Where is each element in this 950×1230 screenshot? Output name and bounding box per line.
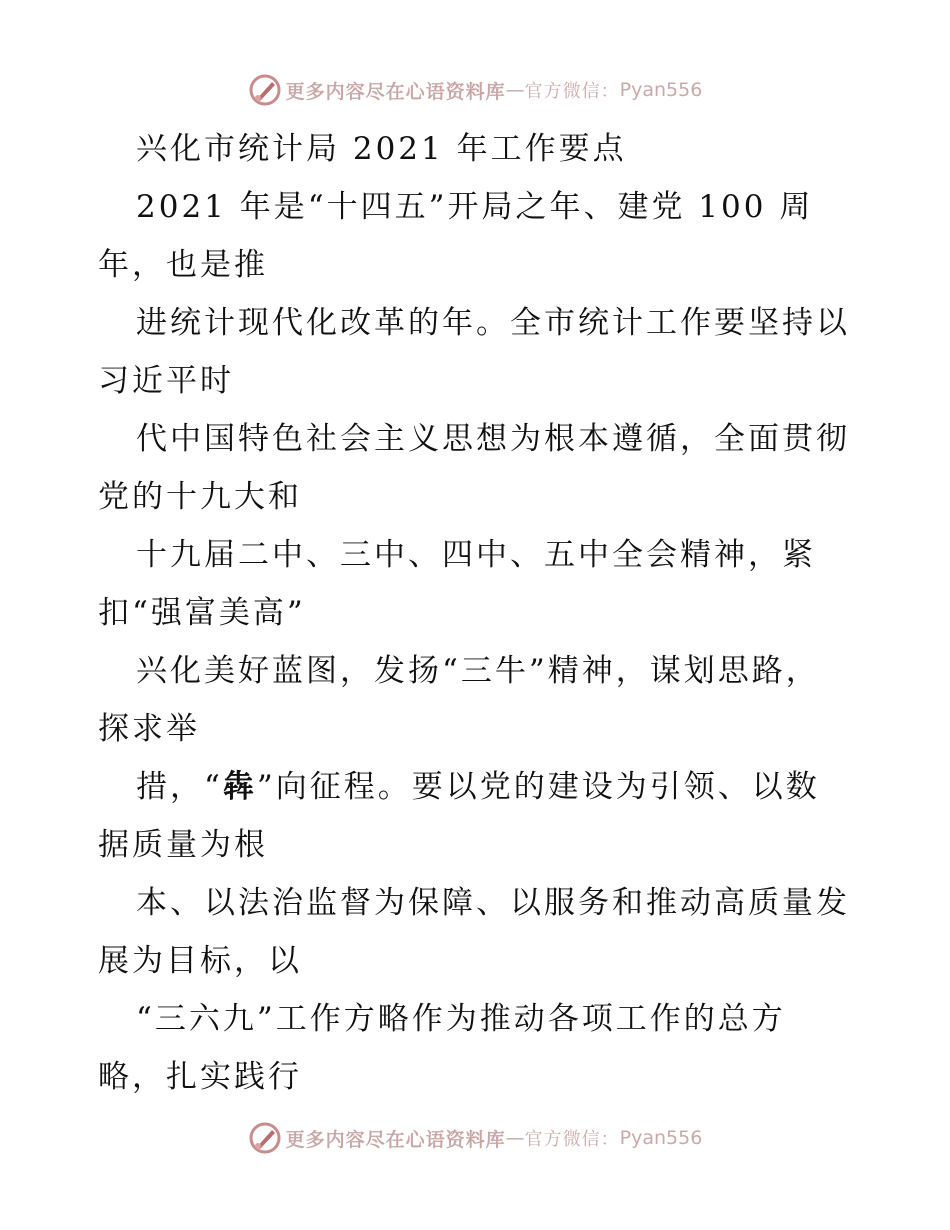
watermark-wechat-id: Pyan556 (619, 79, 703, 101)
document-title: 兴化市统计局 2021 年工作要点 (136, 131, 627, 167)
pen-circle-logo-icon (248, 1121, 282, 1155)
watermark-main-text: 更多内容尽在心语资料库 (285, 80, 506, 103)
line-segment: 措，“ (136, 769, 223, 805)
header-watermark (0, 70, 950, 110)
paragraph-line: 扣“强富美高” (98, 595, 306, 631)
paragraph-line: “三六九”工作方略作为推动各项工作的总方 (136, 1001, 786, 1037)
paragraph-line: 十九届二中、三中、四中、五中全会精神，紧 (136, 537, 816, 573)
watermark-main-text: 更多内容尽在心语资料库 (285, 1128, 506, 1151)
watermark-wechat-label: 官方微信： (524, 1129, 620, 1150)
paragraph-line (98, 758, 858, 816)
watermark-separator: — (505, 79, 525, 101)
paragraph-line: 年，也是推 (98, 247, 268, 283)
document-body (98, 120, 858, 1106)
pen-circle-logo-icon (248, 73, 282, 107)
paragraph-line: 习近平时 (98, 363, 234, 399)
paragraph-line: 本、以法治监督为保障、以服务和推动高质量发 (136, 885, 850, 921)
paragraph-line: 据质量为根 (98, 827, 268, 863)
paragraph-line: 探求举 (98, 711, 200, 747)
bold-character: 犇 (222, 769, 257, 805)
paragraph-line: 略，扎实践行 (98, 1059, 302, 1095)
line-segment: ”向征程。要以党的建设为引领、以数 (256, 769, 820, 805)
paragraph-line: 兴化美好蓝图，发扬“三牛”精神，谋划思路， (136, 653, 820, 689)
paragraph-line: 2021 年是“十四五”开局之年、建党 100 周 (136, 189, 814, 225)
paragraph-line: 党的十九大和 (98, 479, 302, 515)
watermark-wechat-id: Pyan556 (619, 1127, 703, 1149)
paragraph-line: 进统计现代化改革的年。全市统计工作要坚持以 (136, 305, 850, 341)
watermark-wechat-label: 官方微信： (524, 81, 620, 102)
paragraph-line: 代中国特色社会主义思想为根本遵循，全面贯彻 (136, 421, 850, 457)
paragraph-line: 展为目标，以 (98, 943, 302, 979)
watermark-separator: — (505, 1127, 525, 1149)
footer-watermark (0, 1118, 950, 1158)
